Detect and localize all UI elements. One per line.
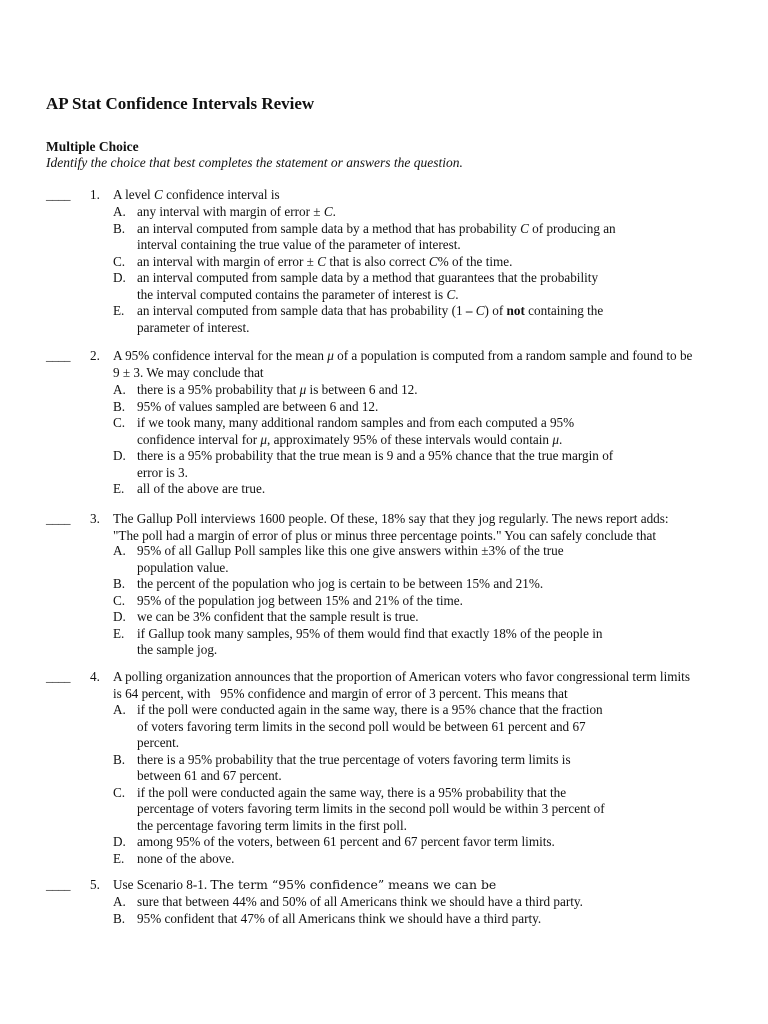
question-number: 2. <box>90 348 100 363</box>
choice-letter: B. <box>113 751 126 767</box>
stem-line: A polling organization announces that the proportion of American voters who favor congressional term limits <box>113 669 690 684</box>
choice-letter: B. <box>113 398 126 414</box>
choice-c <box>113 593 725 610</box>
answer-blank: ____ <box>46 348 70 363</box>
choice-text: there is a 95% probability that μ is between 6 and 12. <box>137 382 418 397</box>
choice-letter: D. <box>113 448 126 463</box>
choice-letter: D. <box>113 270 126 285</box>
choice-letter: E. <box>113 303 125 318</box>
choice-text: parameter of interest. <box>137 319 250 335</box>
choice-text: 95% confident that 47% of all Americans think we should have a third party. <box>137 910 542 926</box>
choice-text: error is 3. <box>137 464 188 480</box>
choice-a <box>113 382 725 399</box>
choice-letter: C. <box>113 253 126 269</box>
choice-text: percent. <box>137 735 180 750</box>
choice-text: among 95% of the voters, between 61 percent and 67 percent favor term limits. <box>137 834 555 849</box>
choice-text: any interval with margin of error ± C. <box>137 204 336 219</box>
answer-blank: ____ <box>46 187 70 202</box>
question-stem <box>113 348 725 381</box>
choice-letter: D. <box>113 609 126 624</box>
choice-text: we can be 3% confident that the sample result is true. <box>137 609 419 624</box>
question-stem <box>113 187 725 204</box>
choice-list <box>113 382 725 498</box>
choice-a <box>113 204 725 221</box>
choice-text: an interval computed from sample data that has probability (1 – C) of not containing the <box>137 303 604 318</box>
choice-text: sure that between 44% and 50% of all Americans think we should have a third party. <box>137 894 583 909</box>
choice-text: if Gallup took many samples, 95% of them would find that exactly 18% of the people in <box>137 625 603 641</box>
choice-c <box>113 785 725 835</box>
question-stem <box>113 669 725 702</box>
choice-c <box>113 254 725 271</box>
choice-text: an interval computed from sample data by a method that guarantees that the probability <box>137 270 599 285</box>
choice-b <box>113 399 725 416</box>
choice-text: none of the above. <box>137 850 235 866</box>
choice-text: between 61 and 67 percent. <box>137 768 282 783</box>
choice-text: an interval computed from sample data by a method that has probability C of producing an <box>137 220 616 236</box>
choice-text: interval containing the true value of the parameter of interest. <box>137 237 461 252</box>
question-number: 1. <box>90 187 100 202</box>
stem-line: "The poll had a margin of error of plus or minus three percentage points." You can safely conclude that <box>113 527 656 543</box>
choice-e <box>113 481 725 498</box>
choice-letter: A. <box>113 543 126 558</box>
choice-letter: A. <box>113 702 126 717</box>
choice-text: the sample jog. <box>137 642 218 657</box>
section-heading: Multiple Choice <box>46 139 139 154</box>
choice-letter: C. <box>113 592 126 608</box>
stem-line: 9 ± 3. We may conclude that <box>113 364 264 380</box>
choice-letter: A. <box>113 204 126 219</box>
choice-a <box>113 702 725 752</box>
question-stem <box>113 511 725 544</box>
choice-list <box>113 204 725 336</box>
question-number: 3. <box>90 511 100 526</box>
choice-letter: A. <box>113 382 126 397</box>
document-title: AP Stat Confidence Intervals Review <box>46 94 315 113</box>
stem-line: A 95% confidence interval for the mean μ of a population is computed from a random sample and found to be <box>113 348 693 363</box>
choice-letter: E. <box>113 481 125 496</box>
choice-d <box>113 270 725 303</box>
choice-text: 95% of all Gallup Poll samples like this one give answers within ±3% of the true <box>137 543 564 558</box>
choice-b <box>113 576 725 593</box>
choice-text: there is a 95% probability that the true percentage of voters favoring term limits is <box>137 751 571 767</box>
choice-text: if the poll were conducted again the same way, there is a 95% probability that the <box>137 784 567 800</box>
choice-letter: E. <box>113 850 125 866</box>
choice-list <box>113 894 725 927</box>
choice-text: 95% of the population jog between 15% and 21% of the time. <box>137 592 463 608</box>
choice-text: if the poll were conducted again in the same way, there is a 95% chance that the fraction <box>137 702 603 717</box>
choice-text: if we took many, many additional random samples and from each computed a 95% <box>137 415 575 430</box>
choice-text: the interval computed contains the parameter of interest is C. <box>137 286 459 302</box>
choice-text: there is a 95% probability that the true mean is 9 and a 95% chance that the true margin of <box>137 448 614 463</box>
choice-b <box>113 752 725 785</box>
choice-text: all of the above are true. <box>137 481 266 496</box>
choice-a <box>113 894 725 911</box>
choice-e <box>113 626 725 659</box>
choice-letter: B. <box>113 576 126 591</box>
choice-text: the percentage favoring term limits in the first poll. <box>137 817 407 833</box>
choice-list <box>113 543 725 659</box>
section-instructions: Identify the choice that best completes the statement or answers the question. <box>46 155 463 170</box>
choice-d <box>113 834 725 851</box>
stem-line: is 64 percent, with 95% confidence and margin of error of 3 percent. This means that <box>113 685 568 701</box>
choice-letter: E. <box>113 625 125 641</box>
choice-d <box>113 448 725 481</box>
choice-list <box>113 702 725 867</box>
answer-blank: ____ <box>46 877 70 892</box>
choice-e <box>113 851 725 868</box>
choice-text: 95% of values sampled are between 6 and 12. <box>137 398 379 414</box>
choice-letter: C. <box>113 784 126 800</box>
choice-letter: A. <box>113 894 126 909</box>
choice-text: the percent of the population who jog is certain to be between 15% and 21%. <box>137 576 544 591</box>
choice-text: confidence interval for μ, approximately 95% of these intervals would contain μ. <box>137 431 563 447</box>
stem-line: Use Scenario 8-1. The term “95% confidence” means we can be <box>113 877 497 892</box>
choice-text: population value. <box>137 559 229 575</box>
question-number: 4. <box>90 669 100 684</box>
choice-c <box>113 415 725 448</box>
choice-b <box>113 221 725 254</box>
stem-line: A level C confidence interval is <box>113 187 280 202</box>
choice-text: percentage of voters favoring term limits in the second poll would be within 3 percent of <box>137 801 605 816</box>
choice-d <box>113 609 725 626</box>
choice-letter: B. <box>113 220 126 236</box>
question-number: 5. <box>90 877 100 892</box>
choice-e <box>113 303 725 336</box>
choice-letter: B. <box>113 910 126 926</box>
answer-blank: ____ <box>46 511 70 526</box>
choice-text: an interval with margin of error ± C that is also correct C% of the time. <box>137 253 513 269</box>
answer-blank: ____ <box>46 669 70 684</box>
stem-line: The Gallup Poll interviews 1600 people. Of these, 18% say that they jog regularly. The news report adds: <box>113 511 669 526</box>
question-stem <box>113 877 725 894</box>
choice-b <box>113 911 725 928</box>
choice-letter: D. <box>113 834 126 849</box>
choice-letter: C. <box>113 415 126 430</box>
choice-text: of voters favoring term limits in the second poll would be between 61 percent and 67 <box>137 718 586 734</box>
choice-a <box>113 543 725 576</box>
